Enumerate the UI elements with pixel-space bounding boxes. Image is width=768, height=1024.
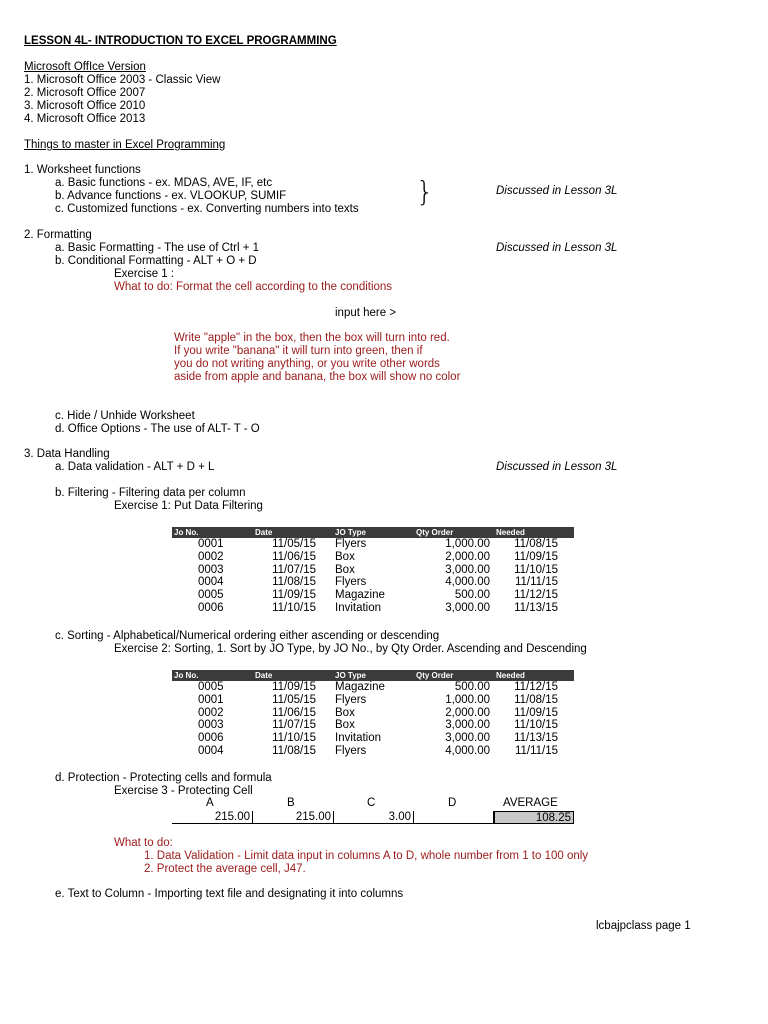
col-header[interactable]: JO Type [335,671,366,680]
formatting-item-a: a. Basic Formatting - The use of Ctrl + 1 [55,242,259,254]
cell-b[interactable]: 215.00 [253,811,334,823]
worksheet-item-c: c. Customized functions - ex. Converting numbers into texts [55,203,359,215]
data-handling-item-a: a. Data validation - ALT + D + L [55,461,215,473]
page-footer: lcbajpclass page 1 [596,920,691,932]
instruction-line: If you write "banana" it will turn into green, then if [174,345,423,357]
formatting-item-c: c. Hide / Unhide Worksheet [55,410,195,422]
input-here-label: input here > [335,307,397,319]
col-header[interactable]: Jo No. [174,671,199,680]
column-label: C [367,797,376,809]
instruction-line: aside from apple and banana, the box will show no color [174,371,461,383]
right-brace: } [416,175,434,208]
col-header[interactable]: Date [255,528,273,537]
column-label: B [287,797,295,809]
lesson-note: Discussed in Lesson 3L [496,185,618,197]
table-row[interactable]: 0001 11/05/15 Flyers 1,000.00 11/08/15 [198,693,558,706]
version-item: 2. Microsoft Office 2007 [24,87,146,99]
table-row[interactable]: 0004 11/08/15 Flyers 4,000.00 11/11/15 [198,576,558,589]
table-row[interactable]: 0002 11/06/15 Box 2,000.00 11/09/15 [198,706,558,719]
worksheet-heading: 1. Worksheet functions [24,164,141,176]
todo-item: 1. Data Validation - Limit data input in columns A to D, whole number from 1 to 100 only [144,850,589,862]
data-handling-heading: 3. Data Handling [24,448,110,460]
exercise-label: Exercise 3 - Protecting Cell [114,785,253,797]
table-row[interactable]: 0006 11/10/15 Invitation 3,000.00 11/13/15 [198,732,558,745]
formatting-heading: 2. Formatting [24,229,92,241]
exercise-label: Exercise 1 : [114,268,175,280]
exercise-label: Exercise 1: Put Data Filtering [114,500,263,512]
data-handling-item-b: b. Filtering - Filtering data per column [55,487,246,499]
lesson-note: Discussed in Lesson 3L [496,461,618,473]
col-header[interactable]: Jo No. [174,528,199,537]
what-to-do: What to do: Format the cell according to the conditions [114,281,393,293]
cell-c[interactable]: 3.00 [334,811,414,823]
sort-table [172,670,574,758]
column-label: A [206,797,214,809]
col-header[interactable]: Needed [496,671,525,680]
col-header[interactable]: Needed [496,528,525,537]
page-title: LESSON 4L- INTRODUCTION TO EXCEL PROGRAMMING [24,35,337,47]
versions-heading: Microsoft OffIce Version [24,61,146,73]
things-heading: Things to master in Excel Programming [24,139,226,151]
worksheet-item-b: b. Advance functions - ex. VLOOKUP, SUMIF [55,190,287,202]
col-header[interactable]: Qty Order [416,528,454,537]
table-row[interactable]: 0005 11/09/15 Magazine 500.00 11/12/15 [198,681,558,693]
table-row[interactable]: 0006 11/10/15 Invitation 3,000.00 11/13/15 [198,601,558,614]
data-handling-item-d: d. Protection - Protecting cells and formula [55,772,272,784]
what-to-do: What to do: [114,837,173,849]
col-header[interactable]: JO Type [335,528,366,537]
table-row[interactable]: 0001 11/05/15 Flyers 1,000.00 11/08/15 [198,538,558,550]
table-row[interactable]: 0004 11/08/15 Flyers 4,000.00 11/11/15 [198,744,558,757]
table-header [172,527,574,538]
formatting-item-b: b. Conditional Formatting - ALT + O + D [55,255,257,267]
table-row[interactable]: 0005 11/09/15 Magazine 500.00 11/12/15 [198,589,558,602]
instruction-line: you do not writing anything, or you write other words [174,358,440,370]
input-cells-row [172,811,574,824]
formatting-item-d: d. Office Options - The use of ALT- T - O [55,423,260,435]
table-row[interactable]: 0003 11/07/15 Box 3,000.00 11/10/15 [198,563,558,576]
data-handling-item-e: e. Text to Column - Importing text file and designating it into columns [55,888,404,900]
data-handling-item-c: c. Sorting - Alphabetical/Numerical ordering either ascending or descending [55,630,440,642]
instruction-line: Write "apple" in the box, then the box will turn into red. [174,332,450,344]
worksheet-item-a: a. Basic functions - ex. MDAS, AVE, IF, etc [55,177,273,189]
filter-table [172,527,574,615]
lesson-note: Discussed in Lesson 3L [496,242,618,254]
version-item: 3. Microsoft Office 2010 [24,100,146,112]
todo-item: 2. Protect the average cell, J47. [144,863,306,875]
cell-d[interactable] [414,811,494,823]
exercise-label: Exercise 2: Sorting, 1. Sort by JO Type, by JO No., by Qty Order. Ascending and Descending [114,643,587,655]
table-row[interactable]: 0002 11/06/15 Box 2,000.00 11/09/15 [198,550,558,563]
average-cell[interactable]: 108.25 [494,811,574,823]
table-row[interactable]: 0003 11/07/15 Box 3,000.00 11/10/15 [198,719,558,732]
col-header[interactable]: Date [255,671,273,680]
column-label: AVERAGE [503,797,558,809]
version-item: 4. Microsoft Office 2013 [24,113,146,125]
table-header [172,670,574,681]
column-label: D [448,797,457,809]
col-header[interactable]: Qty Order [416,671,454,680]
version-item: 1. Microsoft Office 2003 - Classic View [24,74,221,86]
cell-a[interactable]: 215.00 [172,811,253,823]
